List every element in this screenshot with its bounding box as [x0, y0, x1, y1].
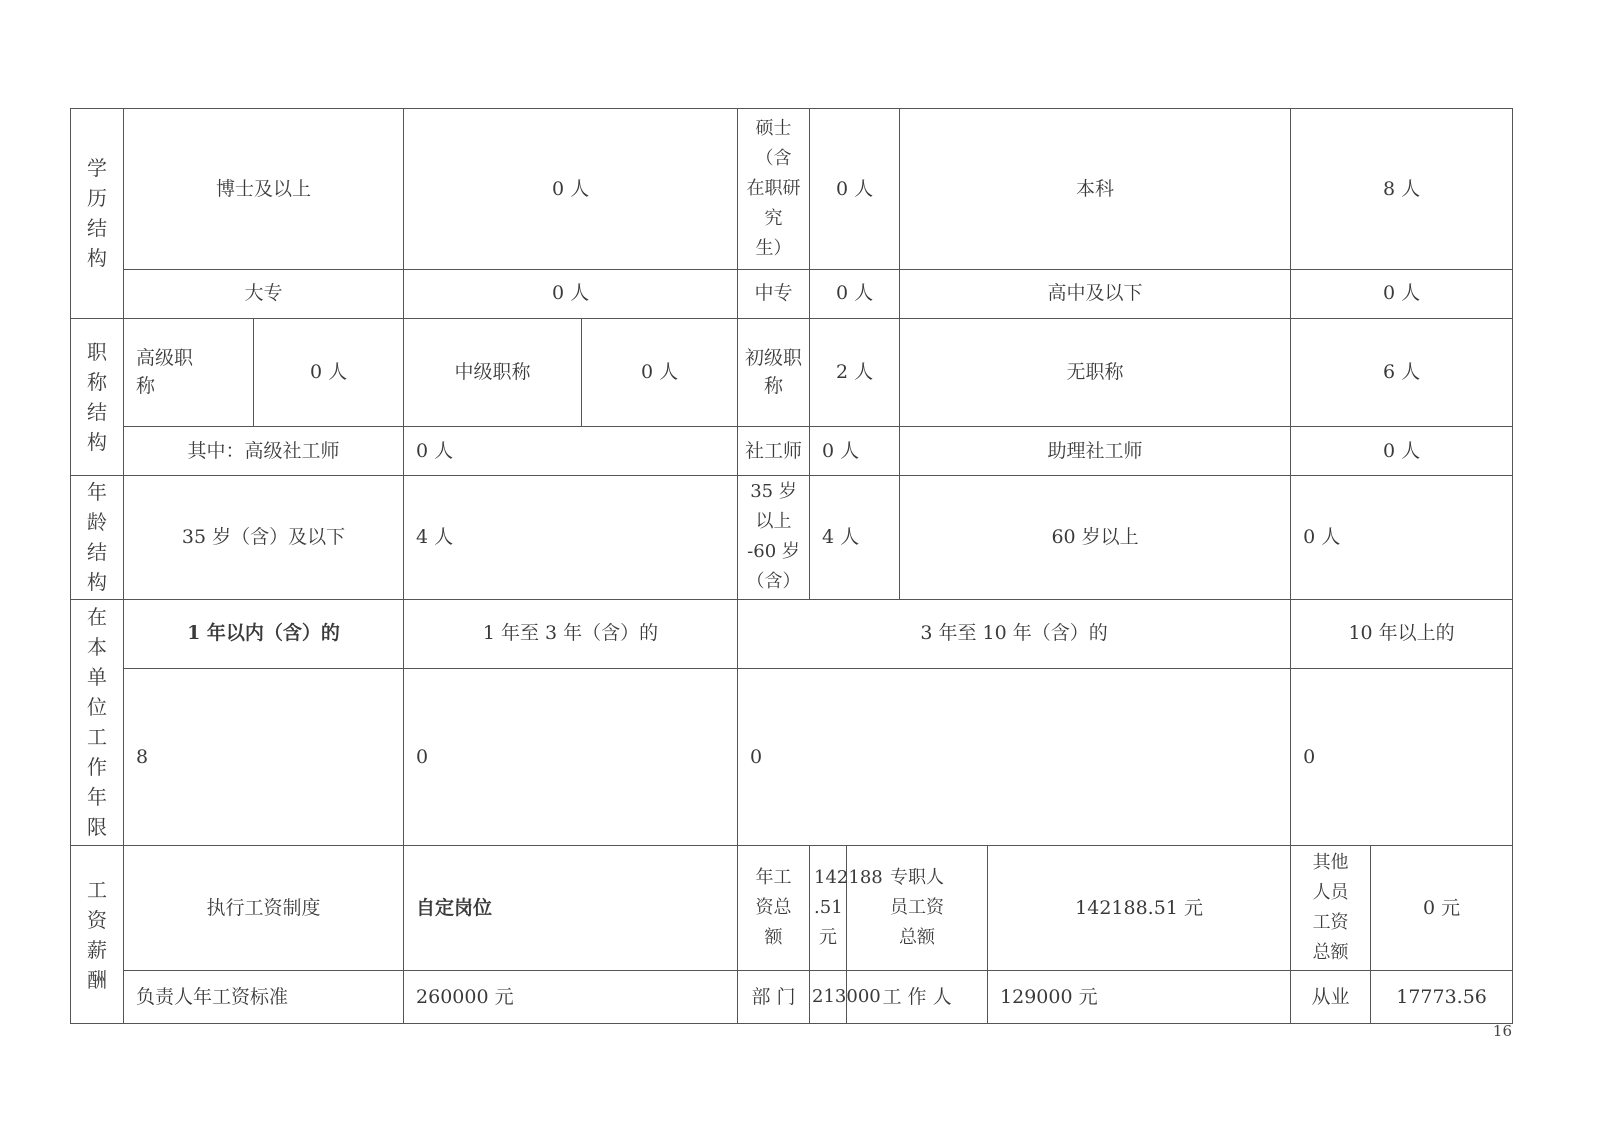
age-old-value: 0 人 [1291, 475, 1513, 599]
highschool-value: 0 人 [1291, 269, 1513, 318]
doctor-value: 0 人 [404, 109, 738, 270]
social-worker-value: 0 人 [810, 426, 900, 475]
bachelor-label: 本科 [900, 109, 1291, 270]
junior-title-value: 2 人 [810, 318, 900, 426]
section-label-tenure: 在 本 单 位 工 作 年 限 [71, 599, 124, 845]
form-page [70, 108, 1512, 1024]
section-label-education: 学 历 结 构 [71, 109, 124, 319]
fulltime-wage-total-label: 专职人 员工资 总额 [847, 846, 988, 971]
age-mid-label: 35 岁以上 -60 岁 （含） [738, 475, 810, 599]
no-title-value: 6 人 [1291, 318, 1513, 426]
assistant-social-worker-label: 助理社工师 [900, 426, 1291, 475]
doctor-label: 博士及以上 [124, 109, 404, 270]
no-title-label: 无职称 [900, 318, 1291, 426]
senior-social-worker-value: 0 人 [404, 426, 738, 475]
section-label-title: 职 称 结 构 [71, 318, 124, 475]
fulltime-wage-total-value: 142188.51 元 [988, 846, 1291, 971]
department-label: 部 门 [738, 970, 810, 1023]
middle-title-value: 0 人 [582, 318, 738, 426]
age-young-label: 35 岁（含）及以下 [124, 475, 404, 599]
junior-title-label: 初级职称 [738, 318, 810, 426]
tenure-under-1-label: 1 年以内（含）的 [124, 599, 404, 668]
secondary-label: 中专 [738, 269, 810, 318]
other-wage-total-value: 0 元 [1371, 846, 1513, 971]
assistant-social-worker-value: 0 人 [1291, 426, 1513, 475]
college-value: 0 人 [404, 269, 738, 318]
tenure-1-3-value: 0 [404, 668, 738, 845]
age-young-value: 4 人 [404, 475, 738, 599]
senior-title-label: 高级职 称 [124, 318, 254, 426]
worker-label: 工 作 人 [847, 970, 988, 1023]
other-wage-total-label: 其他 人员 工资 总额 [1291, 846, 1371, 971]
age-mid-value: 4 人 [810, 475, 900, 599]
worker-value: 129000 元 [988, 970, 1291, 1023]
senior-title-value: 0 人 [254, 318, 404, 426]
staff-structure-table [70, 108, 1513, 1024]
tenure-3-10-label: 3 年至 10 年（含）的 [738, 599, 1291, 668]
master-label: 硕士（含 在职研究 生） [738, 109, 810, 270]
annual-wage-total-value: 142188 .51 元 [810, 846, 847, 971]
head-wage-standard-label: 负责人年工资标准 [124, 970, 404, 1023]
tenure-over-10-value: 0 [1291, 668, 1513, 845]
secondary-value: 0 人 [810, 269, 900, 318]
social-worker-label: 社工师 [738, 426, 810, 475]
wage-system-value: 自定岗位 [404, 846, 738, 971]
tenure-3-10-value: 0 [738, 668, 1291, 845]
middle-title-label: 中级职称 [404, 318, 582, 426]
section-label-salary: 工 资 薪 酬 [71, 846, 124, 1024]
practitioner-label: 从业 [1291, 970, 1371, 1023]
practitioner-value: 17773.56 [1371, 970, 1513, 1023]
age-old-label: 60 岁以上 [900, 475, 1291, 599]
annual-wage-total-label: 年工 资总 额 [738, 846, 810, 971]
page-number: 16 [1492, 1022, 1512, 1040]
tenure-1-3-label: 1 年至 3 年（含）的 [404, 599, 738, 668]
tenure-under-1-value: 8 [124, 668, 404, 845]
tenure-over-10-label: 10 年以上的 [1291, 599, 1513, 668]
department-value: 213000 [810, 970, 847, 1023]
section-label-age: 年 龄 结 构 [71, 475, 124, 599]
head-wage-standard-value: 260000 元 [404, 970, 738, 1023]
master-value: 0 人 [810, 109, 900, 270]
highschool-label: 高中及以下 [900, 269, 1291, 318]
bachelor-value: 8 人 [1291, 109, 1513, 270]
wage-system-label: 执行工资制度 [124, 846, 404, 971]
college-label: 大专 [124, 269, 404, 318]
senior-social-worker-label: 其中：高级社工师 [124, 426, 404, 475]
